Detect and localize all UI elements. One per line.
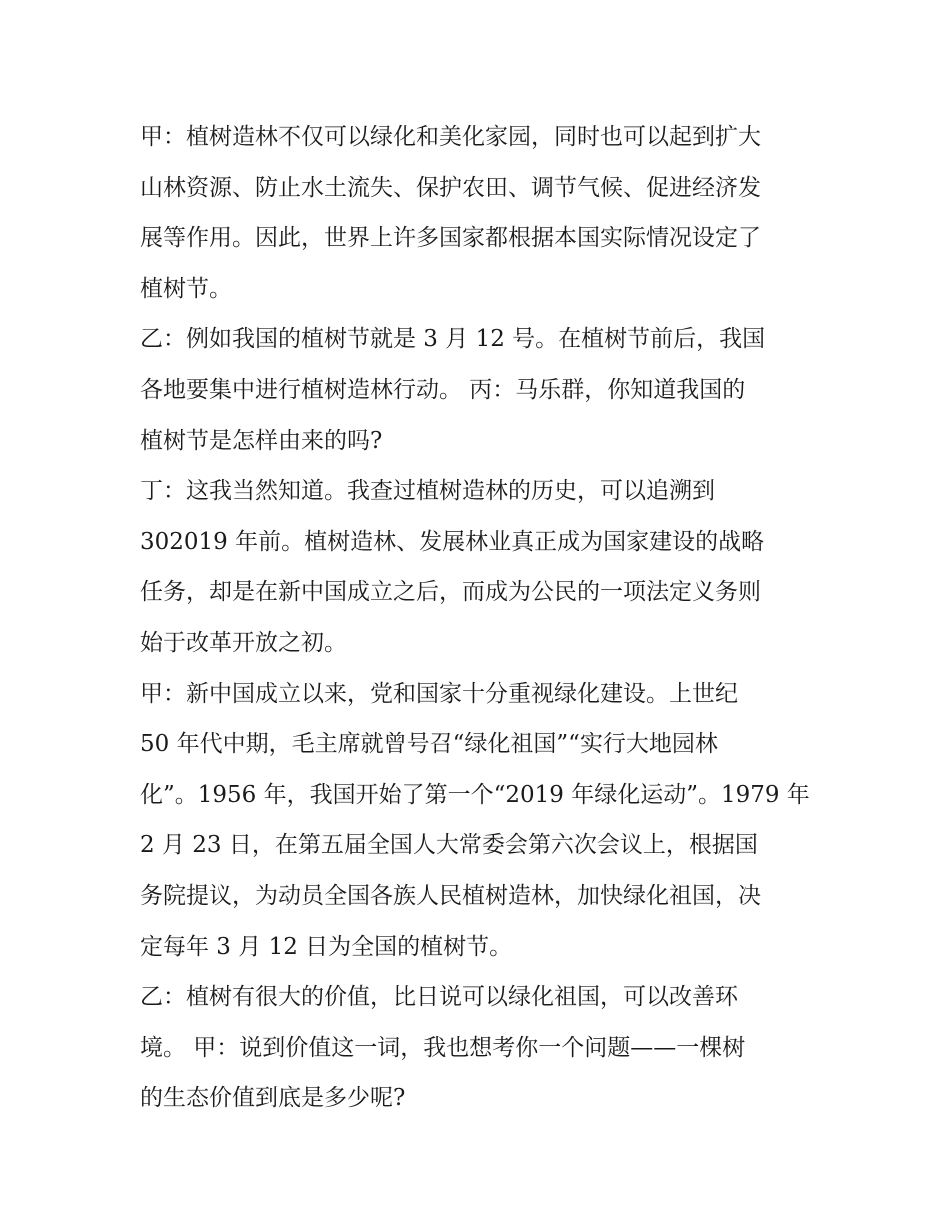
text-line-12: 甲：新中国成立以来，党和国家十分重视绿化建设。上世纪 xyxy=(140,680,738,707)
text-line-2: 山林资源、防止水土流失、保护农田、调节气候、促进经济发 xyxy=(140,174,761,201)
text-line-3: 展等作用。因此，世界上许多国家都根据本国实际情况设定了 xyxy=(140,225,761,252)
text-line-4: 植树节。 xyxy=(140,275,232,302)
text-line-13: 50 年代中期，毛主席就曾号召“绿化祖国”“实行大地园林 xyxy=(140,731,718,758)
text-line-19: 境。 甲：说到价值这一词，我也想考你一个问题——一棵树 xyxy=(140,1034,746,1061)
text-line-6: 各地要集中进行植树造林行动。 丙：马乐群，你知道我国的 xyxy=(140,376,746,403)
text-line-7: 植树节是怎样由来的吗? xyxy=(140,427,383,454)
text-line-10: 任务，却是在新中国成立之后，而成为公民的一项法定义务则 xyxy=(140,579,761,606)
document-body xyxy=(140,112,820,1124)
text-line-15: 2 月 23 日，在第五届全国人大常委会第六次会议上，根据国 xyxy=(140,832,758,859)
text-line-20: 的生态价值到底是多少呢? xyxy=(140,1085,406,1112)
text-line-17: 定每年 3 月 12 日为全国的植树节。 xyxy=(140,933,513,960)
text-line-9: 302019 年前。植树造林、发展林业真正成为国家建设的战略 xyxy=(140,528,765,555)
text-line-16: 务院提议，为动员全国各族人民植树造林，加快绿化祖国，决 xyxy=(140,882,761,909)
text-line-5: 乙：例如我国的植树节就是 3 月 12 号。在植树节前后，我国 xyxy=(140,326,766,353)
text-line-1: 甲：植树造林不仅可以绿化和美化家园，同时也可以起到扩大 xyxy=(140,124,761,150)
text-line-14: 化”。1956 年，我国开始了第一个“2019 年绿化运动”。1979 年 xyxy=(140,781,810,808)
text-line-18: 乙：植树有很大的价值，比日说可以绿化祖国，可以改善环 xyxy=(140,984,738,1011)
text-line-11: 始于改革开放之初。 xyxy=(140,629,347,656)
text-line-8: 丁：这我当然知道。我查过植树造林的历史，可以追溯到 xyxy=(140,478,715,505)
